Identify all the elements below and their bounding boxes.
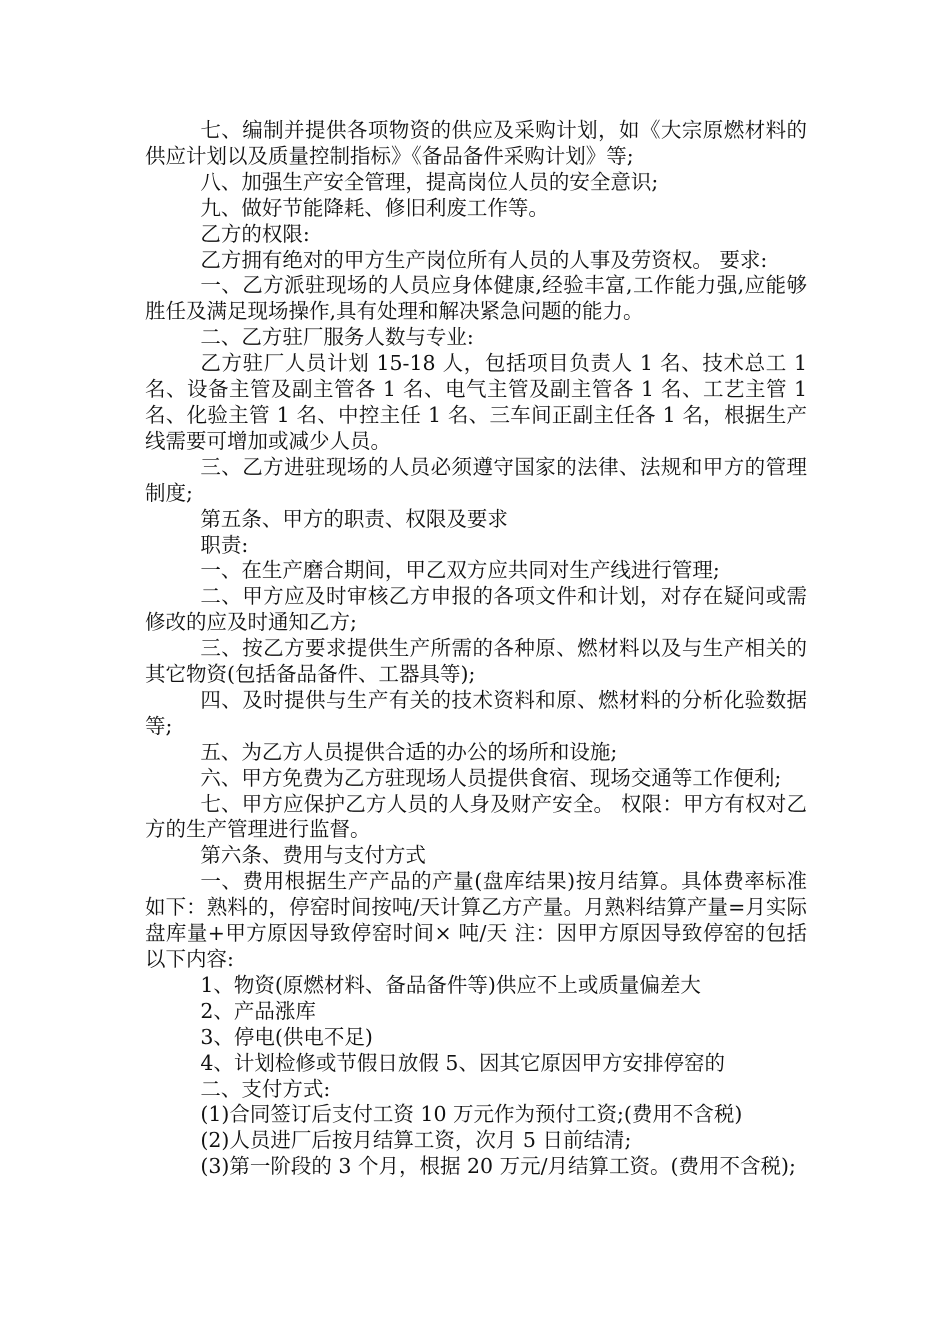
paragraph: 三、按乙方要求提供生产所需的各种原、燃材料以及与生产相关的其它物资(包括备品备件、工器具等); [145,636,807,687]
paragraph: 九、做好节能降耗、修旧利废工作等。 [200,195,549,220]
paragraph: 一、乙方派驻现场的人员应身体健康,经验丰富,工作能力强,应能够胜任及满足现场操作,具有处理和解决紧急问题的能力。 [145,273,807,324]
list-item: 4、计划检修或节假日放假 5、因其它原因甲方安排停窑的 [200,1050,725,1075]
paragraph: 一、在生产磨合期间，甲乙双方应共同对生产线进行管理; [200,558,720,583]
paragraph: 三、乙方进驻现场的人员必须遵守国家的法律、法规和甲方的管理制度; [145,454,807,505]
paragraph: 五、为乙方人员提供合适的办公的场所和设施; [200,739,618,764]
document-page [145,118,814,1180]
paragraph: 六、甲方免费为乙方驻现场人员提供食宿、现场交通等工作便利; [200,765,782,790]
list-item: (1)合同签订后支付工资 10 万元作为预付工资;(费用不含税) [200,1102,743,1127]
section-heading: 第六条、费用与支付方式 [200,843,426,868]
section-heading: 第五条、甲方的职责、权限及要求 [200,506,508,531]
paragraph: 七、编制并提供各项物资的供应及采购计划，如《大宗原燃材料的供应计划以及质量控制指标》《备品备件采购计划》等; [145,118,807,168]
paragraph: 乙方拥有绝对的甲方生产岗位所有人员的人事及劳资权。 要求: [200,247,768,272]
paragraph: 一、费用根据生产产品的产量(盘库结果)按月结算。具体费率标准如下：熟料的，停窑时间按吨/天计算乙方产量。月熟料结算产量=月实际盘库量+甲方原因导致停窑时间× 吨/天 注：因甲方原因导致停窑的包括以下内容: [145,869,807,971]
paragraph: 乙方驻厂人员计划 15-18 人，包括项目负责人 1 名、技术总工 1 名、设备主管及副主管各 1 名、电气主管及副主管各 1 名、工艺主管 1 名、化验主管 1 名、中控主任 1 名、三车间正副主任各 1 名，根据生产线需要可增加或减少人员。 [145,351,814,453]
paragraph: 四、及时提供与生产有关的技术资料和原、燃材料的分析化验数据等; [145,687,807,738]
paragraph: 八、加强生产安全管理，提高岗位人员的安全意识; [200,169,659,194]
list-item: 2、产品涨库 [200,998,316,1023]
list-item: 1、物资(原燃材料、备品备件等)供应不上或质量偏差大 [200,972,701,997]
paragraph: 二、乙方驻厂服务人数与专业: [200,325,474,350]
paragraph: 乙方的权限: [200,221,310,246]
list-item: 3、停电(供电不足) [200,1024,373,1049]
list-item: (2)人员进厂后按月结算工资，次月 5 日前结清; [200,1128,632,1153]
paragraph: 七、甲方应保护乙方人员的人身及财产安全。 权限：甲方有权对乙方的生产管理进行监督。 [145,791,807,842]
paragraph: 二、支付方式: [200,1076,331,1101]
list-item: (3)第一阶段的 3 个月，根据 20 万元/月结算工资。(费用不含税); [200,1154,796,1179]
paragraph: 职责: [200,532,249,557]
paragraph: 二、甲方应及时审核乙方申报的各项文件和计划，对存在疑问或需修改的应及时通知乙方; [145,584,807,635]
